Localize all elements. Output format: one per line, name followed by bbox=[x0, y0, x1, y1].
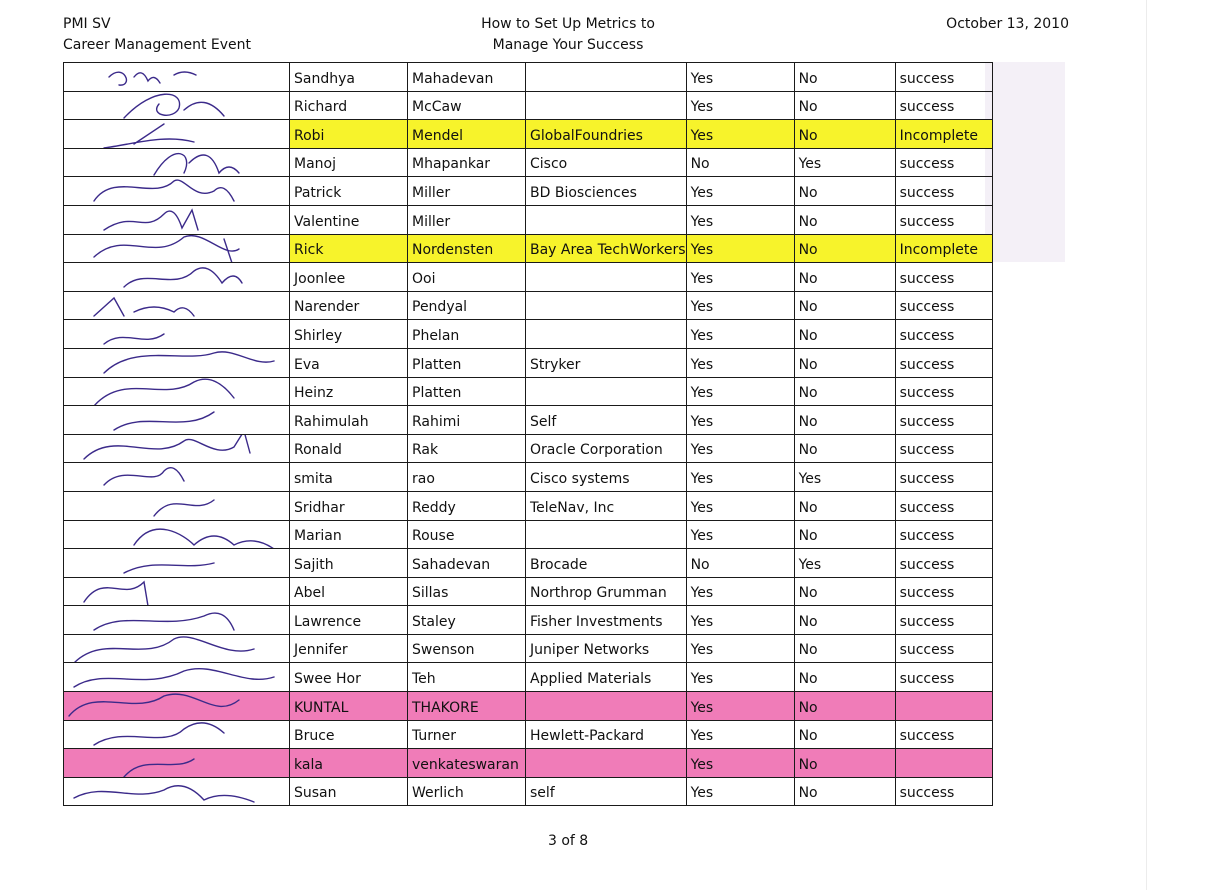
handwritten-signature bbox=[64, 148, 289, 177]
table-row bbox=[64, 720, 993, 749]
signature-cell bbox=[64, 263, 290, 292]
signature-cell bbox=[64, 91, 290, 120]
company-cell bbox=[526, 91, 687, 120]
response-1-cell: Yes bbox=[686, 320, 794, 349]
signature-cell bbox=[64, 663, 290, 692]
first-name-cell: Robi bbox=[290, 120, 408, 149]
response-2-cell: No bbox=[794, 520, 895, 549]
response-1-cell: Yes bbox=[686, 606, 794, 635]
company-cell bbox=[526, 205, 687, 234]
last-name-cell: Sahadevan bbox=[408, 549, 526, 578]
table-row bbox=[64, 205, 993, 234]
first-name-cell: KUNTAL bbox=[290, 692, 408, 721]
page-number: 3 of 8 bbox=[548, 833, 589, 849]
company-cell bbox=[526, 263, 687, 292]
signature-cell bbox=[64, 434, 290, 463]
company-cell bbox=[526, 692, 687, 721]
event-date: October 13, 2010 bbox=[946, 16, 1069, 32]
response-2-cell: No bbox=[794, 291, 895, 320]
response-2-cell: No bbox=[794, 663, 895, 692]
handwritten-signature bbox=[64, 491, 289, 520]
signature-cell bbox=[64, 234, 290, 263]
company-cell bbox=[526, 320, 687, 349]
status-cell: success bbox=[895, 406, 992, 435]
response-2-cell: No bbox=[794, 406, 895, 435]
response-2-cell: No bbox=[794, 91, 895, 120]
status-cell: success bbox=[895, 377, 992, 406]
response-1-cell: Yes bbox=[686, 205, 794, 234]
signature-cell bbox=[64, 406, 290, 435]
signature-cell bbox=[64, 148, 290, 177]
last-name-cell: Platten bbox=[408, 348, 526, 377]
response-2-cell: No bbox=[794, 606, 895, 635]
response-1-cell: Yes bbox=[686, 749, 794, 778]
status-cell: success bbox=[895, 205, 992, 234]
response-1-cell: Yes bbox=[686, 120, 794, 149]
response-1-cell: Yes bbox=[686, 91, 794, 120]
last-name-cell: Platten bbox=[408, 377, 526, 406]
company-cell: Self bbox=[526, 406, 687, 435]
first-name-cell: Joonlee bbox=[290, 263, 408, 292]
last-name-cell: venkateswaran bbox=[408, 749, 526, 778]
response-1-cell: Yes bbox=[686, 234, 794, 263]
response-1-cell: Yes bbox=[686, 434, 794, 463]
table-row bbox=[64, 634, 993, 663]
response-2-cell: No bbox=[794, 234, 895, 263]
status-cell: success bbox=[895, 320, 992, 349]
event-name: Career Management Event bbox=[63, 37, 252, 53]
response-2-cell: Yes bbox=[794, 463, 895, 492]
table-row bbox=[64, 291, 993, 320]
last-name-cell: Staley bbox=[408, 606, 526, 635]
last-name-cell: McCaw bbox=[408, 91, 526, 120]
first-name-cell: Rahimulah bbox=[290, 406, 408, 435]
signature-cell bbox=[64, 606, 290, 635]
table-row bbox=[64, 148, 993, 177]
response-2-cell: No bbox=[794, 120, 895, 149]
company-cell bbox=[526, 377, 687, 406]
response-1-cell: Yes bbox=[686, 720, 794, 749]
last-name-cell: Miller bbox=[408, 177, 526, 206]
status-cell: success bbox=[895, 663, 992, 692]
response-1-cell: Yes bbox=[686, 777, 794, 806]
signature-cell bbox=[64, 577, 290, 606]
company-cell: Cisco bbox=[526, 148, 687, 177]
response-2-cell: No bbox=[794, 720, 895, 749]
first-name-cell: Rick bbox=[290, 234, 408, 263]
table-row bbox=[64, 377, 993, 406]
signature-cell bbox=[64, 348, 290, 377]
response-1-cell: No bbox=[686, 148, 794, 177]
first-name-cell: Lawrence bbox=[290, 606, 408, 635]
response-1-cell: Yes bbox=[686, 406, 794, 435]
handwritten-signature bbox=[64, 606, 289, 635]
company-cell: Fisher Investments bbox=[526, 606, 687, 635]
company-cell: BD Biosciences bbox=[526, 177, 687, 206]
table-row bbox=[64, 434, 993, 463]
first-name-cell: Abel bbox=[290, 577, 408, 606]
first-name-cell: Sajith bbox=[290, 549, 408, 578]
table-row bbox=[64, 549, 993, 578]
status-cell: success bbox=[895, 63, 992, 92]
signature-cell bbox=[64, 377, 290, 406]
table-row bbox=[64, 91, 993, 120]
handwritten-signature bbox=[64, 263, 289, 292]
signature-cell bbox=[64, 291, 290, 320]
status-cell: success bbox=[895, 434, 992, 463]
first-name-cell: smita bbox=[290, 463, 408, 492]
status-cell: success bbox=[895, 577, 992, 606]
response-2-cell: No bbox=[794, 320, 895, 349]
status-cell bbox=[895, 692, 992, 721]
last-name-cell: Werlich bbox=[408, 777, 526, 806]
first-name-cell: Bruce bbox=[290, 720, 408, 749]
handwritten-signature bbox=[64, 406, 289, 435]
status-cell: success bbox=[895, 91, 992, 120]
handwritten-signature bbox=[64, 777, 289, 806]
header-left bbox=[63, 14, 251, 56]
handwritten-signature bbox=[64, 120, 289, 149]
response-1-cell: Yes bbox=[686, 692, 794, 721]
first-name-cell: Heinz bbox=[290, 377, 408, 406]
company-cell: Northrop Grumman bbox=[526, 577, 687, 606]
handwritten-signature bbox=[64, 291, 289, 320]
company-cell bbox=[526, 749, 687, 778]
status-cell: Incomplete bbox=[895, 234, 992, 263]
first-name-cell: Susan bbox=[290, 777, 408, 806]
response-2-cell: Yes bbox=[794, 148, 895, 177]
last-name-cell: Rouse bbox=[408, 520, 526, 549]
handwritten-signature bbox=[64, 692, 289, 721]
last-name-cell: Mahadevan bbox=[408, 63, 526, 92]
signature-cell bbox=[64, 320, 290, 349]
signature-cell bbox=[64, 63, 290, 92]
response-1-cell: Yes bbox=[686, 291, 794, 320]
handwritten-signature bbox=[64, 205, 289, 234]
table-row bbox=[64, 120, 993, 149]
handwritten-signature bbox=[64, 749, 289, 778]
handwritten-signature bbox=[64, 577, 289, 606]
table-row bbox=[64, 749, 993, 778]
response-2-cell: No bbox=[794, 577, 895, 606]
company-cell: Juniper Networks bbox=[526, 634, 687, 663]
table-row bbox=[64, 263, 993, 292]
response-2-cell: No bbox=[794, 348, 895, 377]
last-name-cell: Sillas bbox=[408, 577, 526, 606]
handwritten-signature bbox=[64, 377, 289, 406]
status-cell: success bbox=[895, 549, 992, 578]
company-cell: Applied Materials bbox=[526, 663, 687, 692]
response-2-cell: No bbox=[794, 777, 895, 806]
last-name-cell: Swenson bbox=[408, 634, 526, 663]
table-row bbox=[64, 348, 993, 377]
response-2-cell: No bbox=[794, 263, 895, 292]
table-row bbox=[64, 663, 993, 692]
company-cell bbox=[526, 291, 687, 320]
status-cell: success bbox=[895, 291, 992, 320]
signature-cell bbox=[64, 720, 290, 749]
status-cell: success bbox=[895, 634, 992, 663]
last-name-cell: Rak bbox=[408, 434, 526, 463]
company-cell bbox=[526, 63, 687, 92]
company-cell: Cisco systems bbox=[526, 463, 687, 492]
response-1-cell: Yes bbox=[686, 348, 794, 377]
first-name-cell: kala bbox=[290, 749, 408, 778]
signature-cell bbox=[64, 120, 290, 149]
header-date bbox=[946, 14, 1069, 35]
response-2-cell: No bbox=[794, 177, 895, 206]
first-name-cell: Narender bbox=[290, 291, 408, 320]
response-1-cell: Yes bbox=[686, 177, 794, 206]
signature-cell bbox=[64, 177, 290, 206]
attendance-table bbox=[63, 62, 993, 806]
status-cell: success bbox=[895, 520, 992, 549]
company-cell: Hewlett-Packard bbox=[526, 720, 687, 749]
table-row bbox=[64, 320, 993, 349]
table-row bbox=[64, 777, 993, 806]
status-cell: success bbox=[895, 148, 992, 177]
response-2-cell: No bbox=[794, 749, 895, 778]
company-cell: Bay Area TechWorkers bbox=[526, 234, 687, 263]
session-title-line2: Manage Your Success bbox=[492, 37, 644, 53]
response-2-cell: No bbox=[794, 692, 895, 721]
handwritten-signature bbox=[64, 234, 289, 263]
handwritten-signature bbox=[64, 177, 289, 206]
last-name-cell: Pendyal bbox=[408, 291, 526, 320]
handwritten-signature bbox=[64, 463, 289, 492]
first-name-cell: Jennifer bbox=[290, 634, 408, 663]
last-name-cell: Teh bbox=[408, 663, 526, 692]
bleed-through-mark bbox=[985, 62, 1065, 262]
first-name-cell: Swee Hor bbox=[290, 663, 408, 692]
response-1-cell: Yes bbox=[686, 520, 794, 549]
table-row bbox=[64, 406, 993, 435]
response-2-cell: No bbox=[794, 63, 895, 92]
last-name-cell: Nordensten bbox=[408, 234, 526, 263]
response-1-cell: Yes bbox=[686, 663, 794, 692]
first-name-cell: Manoj bbox=[290, 148, 408, 177]
response-2-cell: No bbox=[794, 491, 895, 520]
response-1-cell: Yes bbox=[686, 577, 794, 606]
response-2-cell: Yes bbox=[794, 549, 895, 578]
company-cell: TeleNav, Inc bbox=[526, 491, 687, 520]
first-name-cell: Shirley bbox=[290, 320, 408, 349]
status-cell: success bbox=[895, 463, 992, 492]
company-cell: Stryker bbox=[526, 348, 687, 377]
response-1-cell: Yes bbox=[686, 377, 794, 406]
signature-cell bbox=[64, 491, 290, 520]
table-row bbox=[64, 177, 993, 206]
table-row bbox=[64, 577, 993, 606]
last-name-cell: Mhapankar bbox=[408, 148, 526, 177]
status-cell: success bbox=[895, 348, 992, 377]
status-cell bbox=[895, 749, 992, 778]
handwritten-signature bbox=[64, 634, 289, 663]
response-2-cell: No bbox=[794, 377, 895, 406]
company-cell: Brocade bbox=[526, 549, 687, 578]
last-name-cell: Reddy bbox=[408, 491, 526, 520]
response-1-cell: Yes bbox=[686, 63, 794, 92]
signature-cell bbox=[64, 634, 290, 663]
first-name-cell: Sandhya bbox=[290, 63, 408, 92]
signature-cell bbox=[64, 749, 290, 778]
last-name-cell: rao bbox=[408, 463, 526, 492]
first-name-cell: Richard bbox=[290, 91, 408, 120]
handwritten-signature bbox=[64, 91, 289, 120]
last-name-cell: Rahimi bbox=[408, 406, 526, 435]
handwritten-signature bbox=[64, 320, 289, 349]
handwritten-signature bbox=[64, 63, 289, 92]
handwritten-signature bbox=[64, 434, 289, 463]
response-1-cell: Yes bbox=[686, 634, 794, 663]
response-2-cell: No bbox=[794, 634, 895, 663]
table-row bbox=[64, 463, 993, 492]
handwritten-signature bbox=[64, 549, 289, 578]
org-name: PMI SV bbox=[63, 16, 111, 32]
last-name-cell: Mendel bbox=[408, 120, 526, 149]
header-center bbox=[440, 14, 696, 56]
signature-cell bbox=[64, 520, 290, 549]
status-cell: Incomplete bbox=[895, 120, 992, 149]
first-name-cell: Ronald bbox=[290, 434, 408, 463]
first-name-cell: Patrick bbox=[290, 177, 408, 206]
response-2-cell: No bbox=[794, 434, 895, 463]
response-1-cell: No bbox=[686, 549, 794, 578]
session-title-line1: How to Set Up Metrics to bbox=[481, 16, 655, 32]
handwritten-signature bbox=[64, 720, 289, 749]
signature-cell bbox=[64, 777, 290, 806]
handwritten-signature bbox=[64, 520, 289, 549]
status-cell: success bbox=[895, 177, 992, 206]
signature-cell bbox=[64, 205, 290, 234]
company-cell: Oracle Corporation bbox=[526, 434, 687, 463]
status-cell: success bbox=[895, 720, 992, 749]
response-2-cell: No bbox=[794, 205, 895, 234]
signature-cell bbox=[64, 692, 290, 721]
response-1-cell: Yes bbox=[686, 463, 794, 492]
handwritten-signature bbox=[64, 348, 289, 377]
table-row bbox=[64, 520, 993, 549]
first-name-cell: Eva bbox=[290, 348, 408, 377]
last-name-cell: Turner bbox=[408, 720, 526, 749]
first-name-cell: Marian bbox=[290, 520, 408, 549]
status-cell: success bbox=[895, 491, 992, 520]
handwritten-signature bbox=[64, 663, 289, 692]
company-cell: GlobalFoundries bbox=[526, 120, 687, 149]
status-cell: success bbox=[895, 606, 992, 635]
signature-cell bbox=[64, 463, 290, 492]
last-name-cell: Phelan bbox=[408, 320, 526, 349]
status-cell: success bbox=[895, 777, 992, 806]
table-row bbox=[64, 491, 993, 520]
signature-cell bbox=[64, 549, 290, 578]
table-row bbox=[64, 234, 993, 263]
response-1-cell: Yes bbox=[686, 263, 794, 292]
page-edge bbox=[1146, 0, 1147, 890]
response-1-cell: Yes bbox=[686, 491, 794, 520]
company-cell bbox=[526, 520, 687, 549]
table-row bbox=[64, 692, 993, 721]
table-row bbox=[64, 63, 993, 92]
table-row bbox=[64, 606, 993, 635]
status-cell: success bbox=[895, 263, 992, 292]
last-name-cell: THAKORE bbox=[408, 692, 526, 721]
last-name-cell: Ooi bbox=[408, 263, 526, 292]
company-cell: self bbox=[526, 777, 687, 806]
first-name-cell: Valentine bbox=[290, 205, 408, 234]
first-name-cell: Sridhar bbox=[290, 491, 408, 520]
last-name-cell: Miller bbox=[408, 205, 526, 234]
